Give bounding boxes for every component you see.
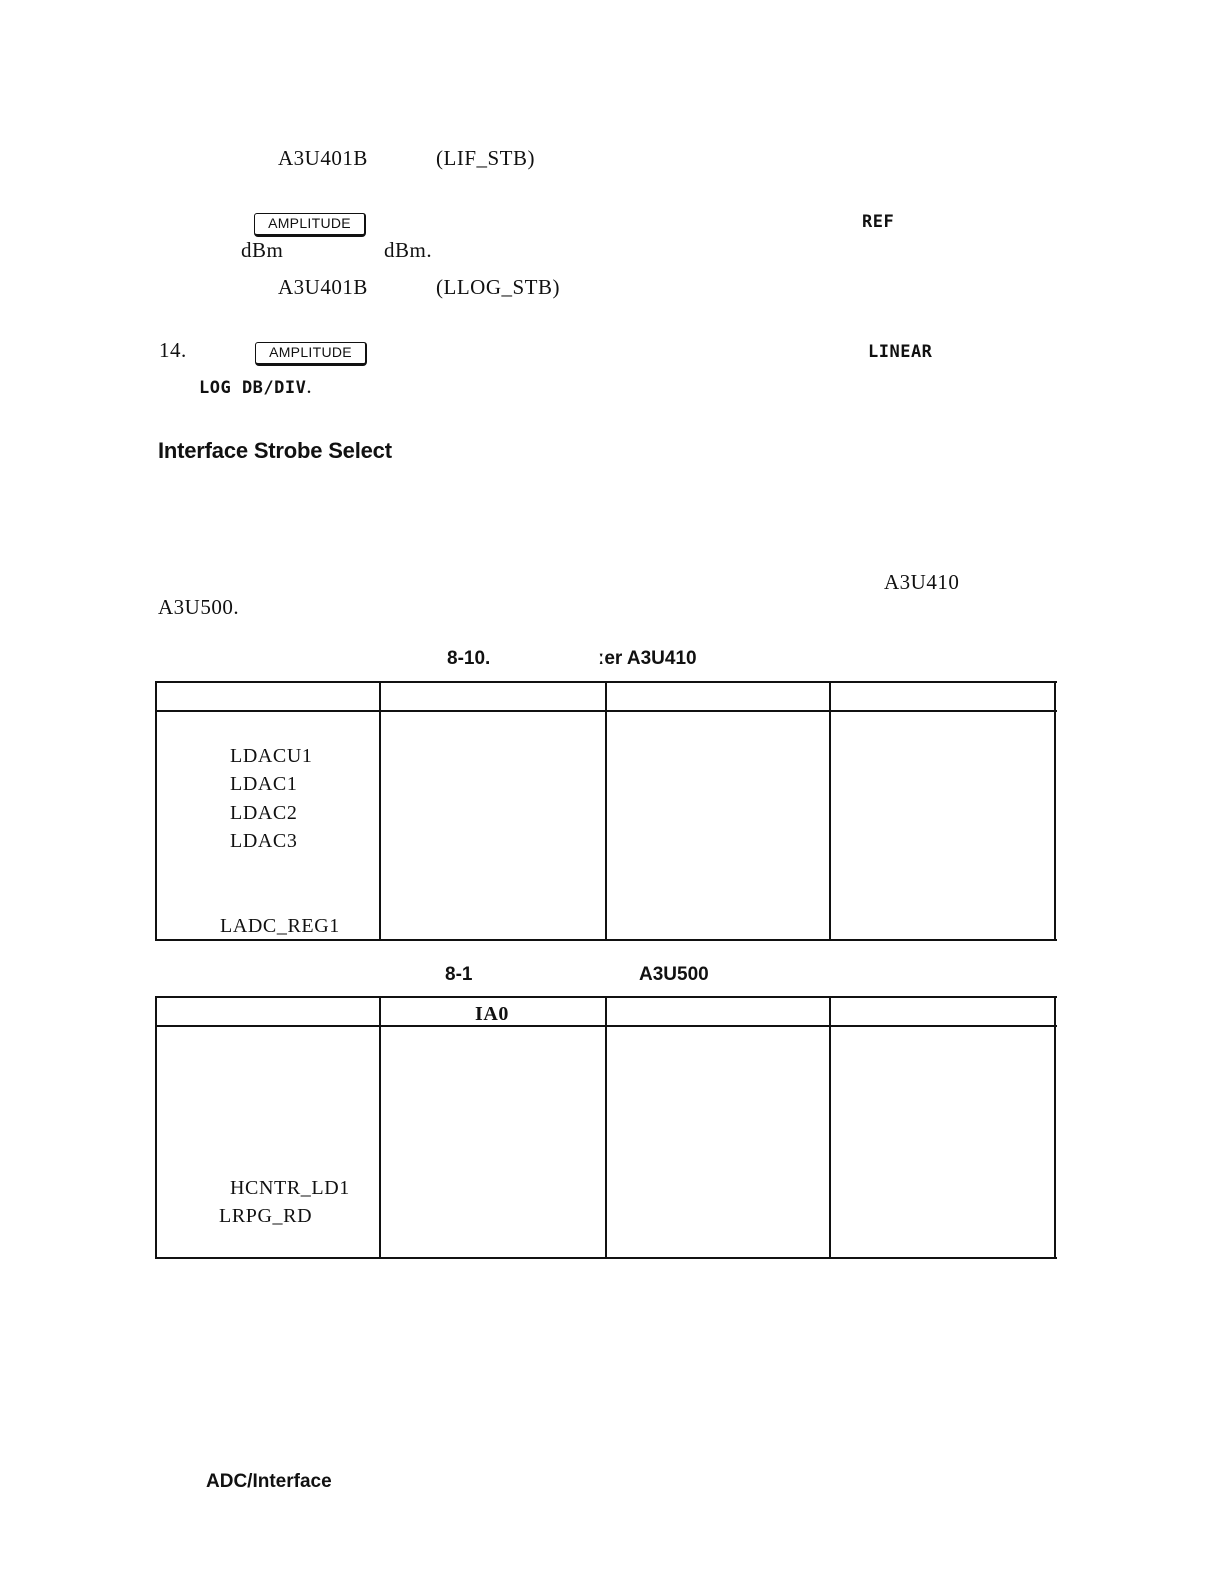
amplitude-key-2[interactable]: AMPLITUDE xyxy=(255,342,367,366)
step-signal-lif-stb: (LIF_STB) xyxy=(436,146,535,170)
table2-row-hcntr-ld1: HCNTR_LD1 xyxy=(230,1177,350,1199)
table1-col-rule-0 xyxy=(155,681,157,941)
step-signal-llog-stb: (LLOG_STB) xyxy=(436,275,560,299)
softkey-linear[interactable]: LINEAR xyxy=(868,342,933,362)
section-title: Interface Strobe Select xyxy=(158,438,392,463)
unit-dbm-1: dBm xyxy=(241,238,284,262)
table2-col-rule-3 xyxy=(829,996,831,1259)
step-number-14: 14. xyxy=(159,338,187,362)
table1-col-rule-3 xyxy=(829,681,831,941)
table2-col-rule-1 xyxy=(379,996,381,1259)
table2-row-lrpg-rd: LRPG_RD xyxy=(219,1205,313,1227)
table1-row-ldac3: LDAC3 xyxy=(230,830,298,852)
table2-caption-number: 8-1 xyxy=(445,964,473,985)
softkey-log-db-div[interactable]: LOG DB/DIV xyxy=(199,378,307,398)
ref-a3u500: A3U500. xyxy=(158,595,240,619)
step-ref-a3u401b-1: A3U401B xyxy=(278,146,368,170)
table2-caption-text: A3U500 xyxy=(639,964,709,985)
table2-col-rule-4 xyxy=(1054,996,1056,1259)
table2-header-ia0: IA0 xyxy=(475,1003,510,1025)
table1-caption-text: ːer A3U410 xyxy=(598,648,697,669)
table2-col-rule-2 xyxy=(605,996,607,1259)
softkey-ref[interactable]: REF xyxy=(862,212,895,232)
table1-row-ldac1: LDAC1 xyxy=(230,773,298,795)
table1-row-ldac2: LDAC2 xyxy=(230,802,298,824)
unit-dbm-2: dBm. xyxy=(384,238,433,262)
table1-col-rule-2 xyxy=(605,681,607,941)
period: . xyxy=(306,374,313,398)
table2-col-rule-0 xyxy=(155,996,157,1259)
table1-col-rule-4 xyxy=(1054,681,1056,941)
footer-text: ADC/Interface xyxy=(206,1471,332,1492)
table1-col-rule-1 xyxy=(379,681,381,941)
table1-row-ladc-reg1: LADC_REG1 xyxy=(220,915,340,937)
ref-a3u410: A3U410 xyxy=(884,570,960,594)
table1-row-ldacu1: LDACU1 xyxy=(230,745,313,767)
amplitude-key-1[interactable]: AMPLITUDE xyxy=(254,213,366,237)
table1-caption-number: 8-10. xyxy=(447,648,491,669)
softkey-log-line xyxy=(199,374,312,399)
step-ref-a3u401b-2: A3U401B xyxy=(278,275,368,299)
